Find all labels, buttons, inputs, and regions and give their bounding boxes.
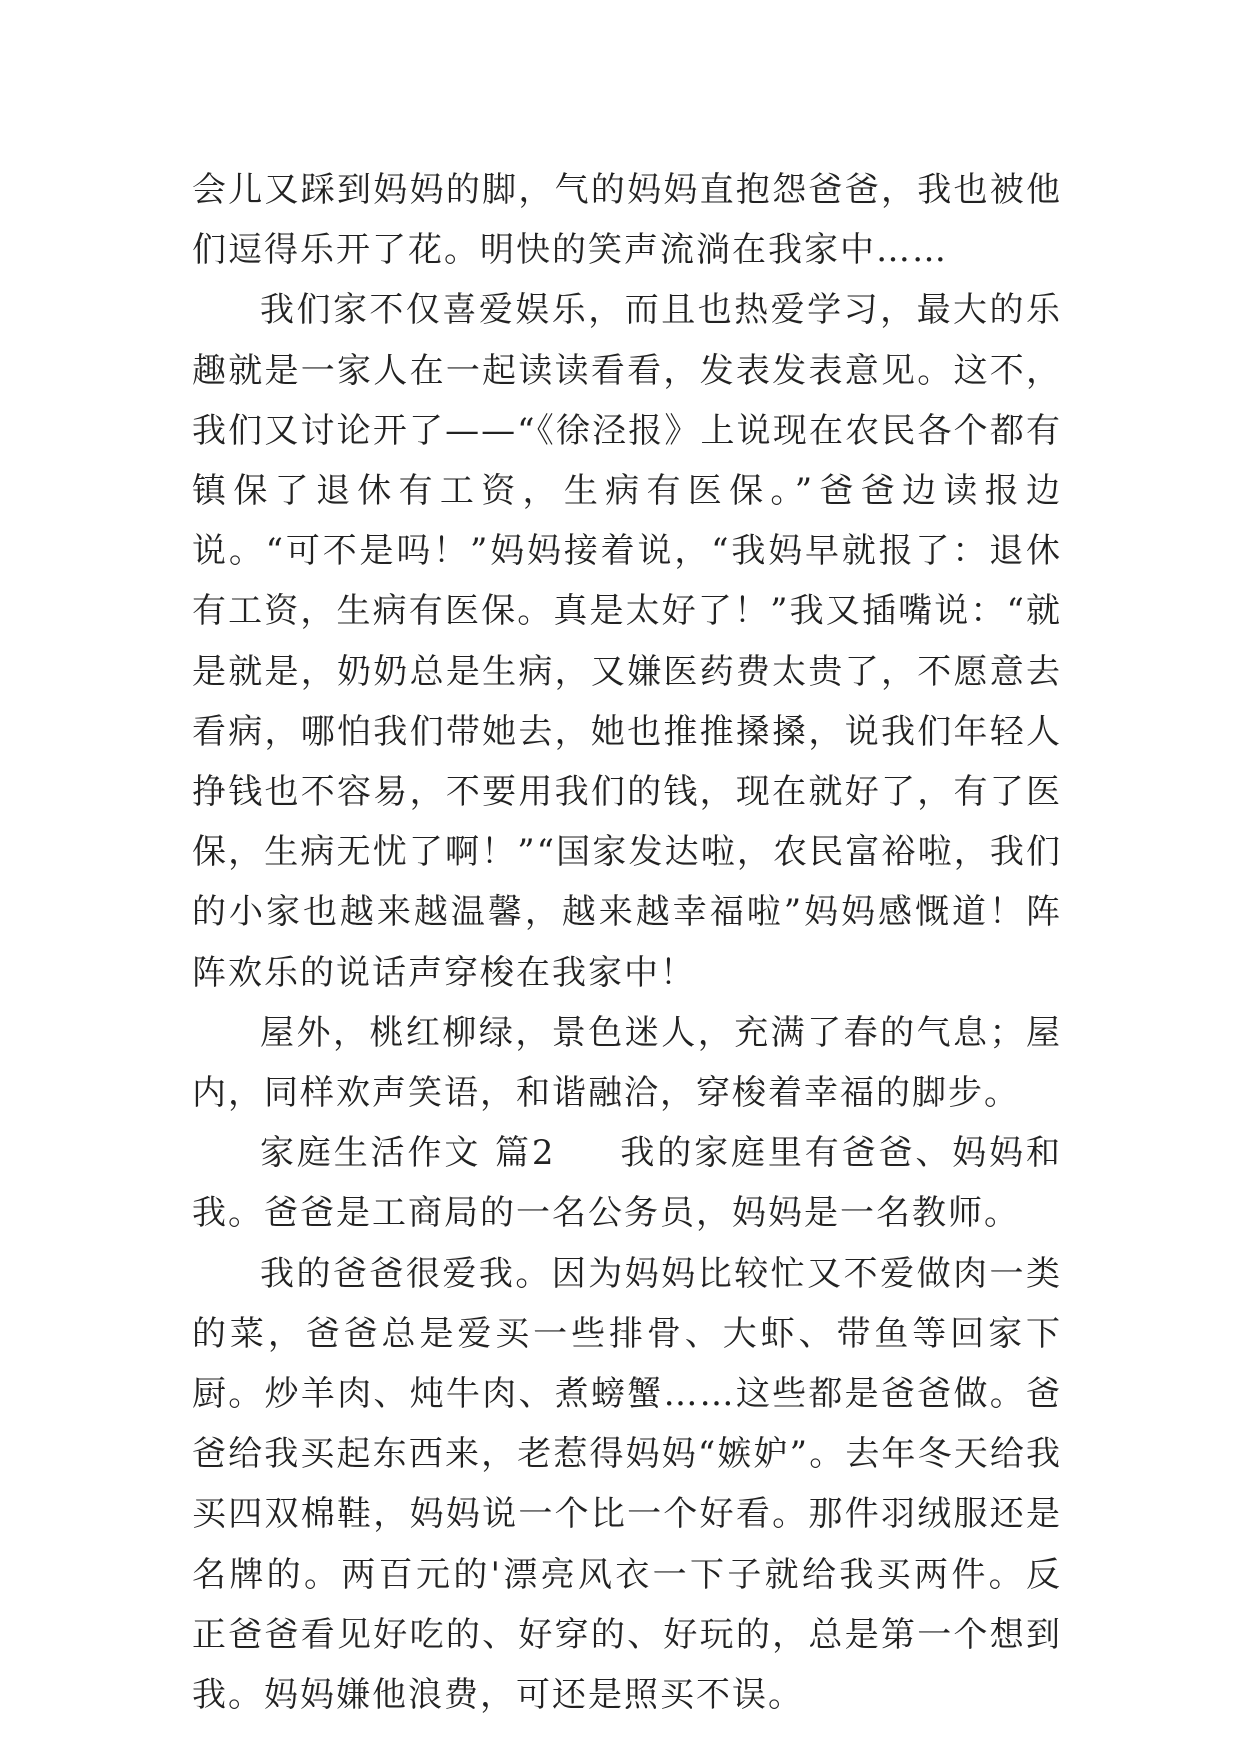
paragraph: 我们家不仅喜爱娱乐，而且也热爱学习，最大的乐趣就是一家人在一起读读看看，发表发表意见。这不，我们又讨论开了——“《徐泾报》上说现在农民各个都有镇保了退休有工资，生病有医保。”爸爸边读报边说。“可不是吗！”妈妈接着说，“我妈早就报了：退休有工资，生病有医保。真是太好了！”我又插嘴说：“就是就是，奶奶总是生病，又嫌医药费太贵了，不愿意去看病，哪怕我们带她去，她也推推搡搡，说我们年轻人挣钱也不容易，不要用我们的钱，现在就好了，有了医保，生病无忧了啊！”“国家发达啦，农民富裕啦，我们的小家也越来越温馨，越来越幸福啦”妈妈感慨道！阵阵欢乐的说话声穿梭在我家中！	[192, 290, 1062, 993]
paragraph: 屋外，桃红柳绿，景色迷人，充满了春的气息；屋内，同样欢声笑语，和谐融洽，穿梭着幸福的脚步。	[192, 1012, 1062, 1114]
paragraph: 会儿又踩到妈妈的脚，气的妈妈直抱怨爸爸，我也被他们逗得乐开了花。明快的笑声流淌在我家中……	[192, 170, 1062, 271]
paragraph-with-heading	[192, 1123, 1062, 1243]
paragraph-text: 我的家庭里有爸爸、妈妈和我。爸爸是工商局的一名公务员，妈妈是一名教师。	[192, 1133, 1062, 1234]
section-heading: 家庭生活作文 篇2	[260, 1133, 556, 1174]
paragraph: 我的爸爸很爱我。因为妈妈比较忙又不爱做肉一类的菜，爸爸总是爱买一些排骨、大虾、带鱼等回家下厨。炒羊肉、炖牛肉、煮螃蟹……这些都是爸爸做。爸爸给我买起东西来，老惹得妈妈“嫉妒”。去年冬天给我买四双棉鞋，妈妈说一个比一个好看。那件羽绒服还是名牌的。两百元的'漂亮风衣一下子就给我买两件。反正爸爸看见好吃的、好穿的、好玩的，总是第一个想到我。妈妈嫌他浪费，可还是照买不误。	[192, 1253, 1062, 1716]
article-body	[192, 160, 1062, 1725]
